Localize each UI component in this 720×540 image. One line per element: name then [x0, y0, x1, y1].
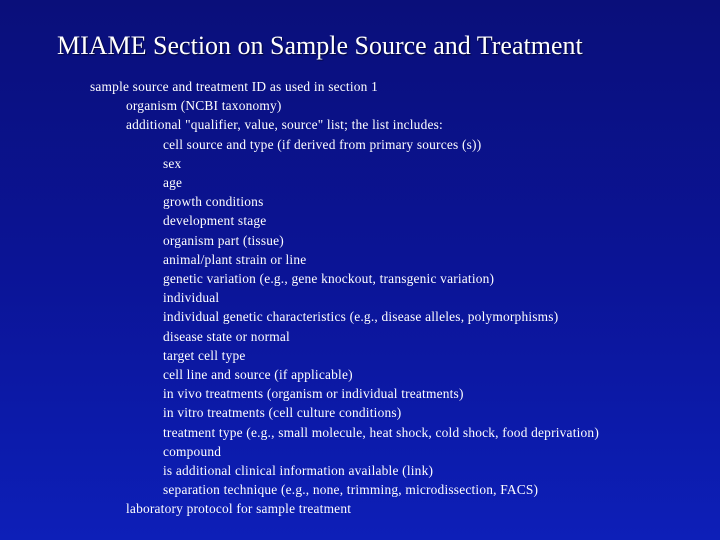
list-item: organism (NCBI taxonomy): [126, 98, 282, 114]
list-item: sample source and treatment ID as used in section 1: [90, 79, 378, 94]
list-item: genetic variation (e.g., gene knockout, transgenic variation): [163, 271, 495, 287]
list-item: in vitro treatments (cell culture conditions): [163, 405, 402, 421]
list-item: separation technique (e.g., none, trimming, microdissection, FACS): [163, 482, 539, 498]
list-item: individual genetic characteristics (e.g., disease alleles, polymorphisms): [163, 309, 559, 325]
list-item: compound: [163, 443, 222, 459]
list-item: target cell type: [163, 347, 246, 363]
list-item: growth conditions: [163, 194, 264, 210]
list-item: in vivo treatments (organism or individual treatments): [163, 386, 464, 402]
list-item: development stage: [163, 213, 267, 229]
list-item: treatment type (e.g., small molecule, heat shock, cold shock, food deprivation): [163, 424, 599, 440]
list-item: disease state or normal: [163, 328, 290, 344]
slide-body: [90, 77, 710, 519]
list-item: organism part (tissue): [163, 232, 284, 248]
list-item: cell line and source (if applicable): [163, 367, 353, 383]
list-item: cell source and type (if derived from primary sources (s)): [163, 136, 482, 152]
list-item: is additional clinical information available (link): [163, 463, 434, 479]
list-item: laboratory protocol for sample treatment: [126, 501, 352, 517]
list-item: individual: [163, 290, 220, 306]
slide-title: MIAME Section on Sample Source and Treatment: [57, 31, 583, 60]
list-item: animal/plant strain or line: [163, 251, 307, 267]
list-item: sex: [163, 155, 182, 171]
list-item: additional "qualifier, value, source" list; the list includes:: [126, 117, 443, 133]
list-item: age: [163, 175, 183, 191]
